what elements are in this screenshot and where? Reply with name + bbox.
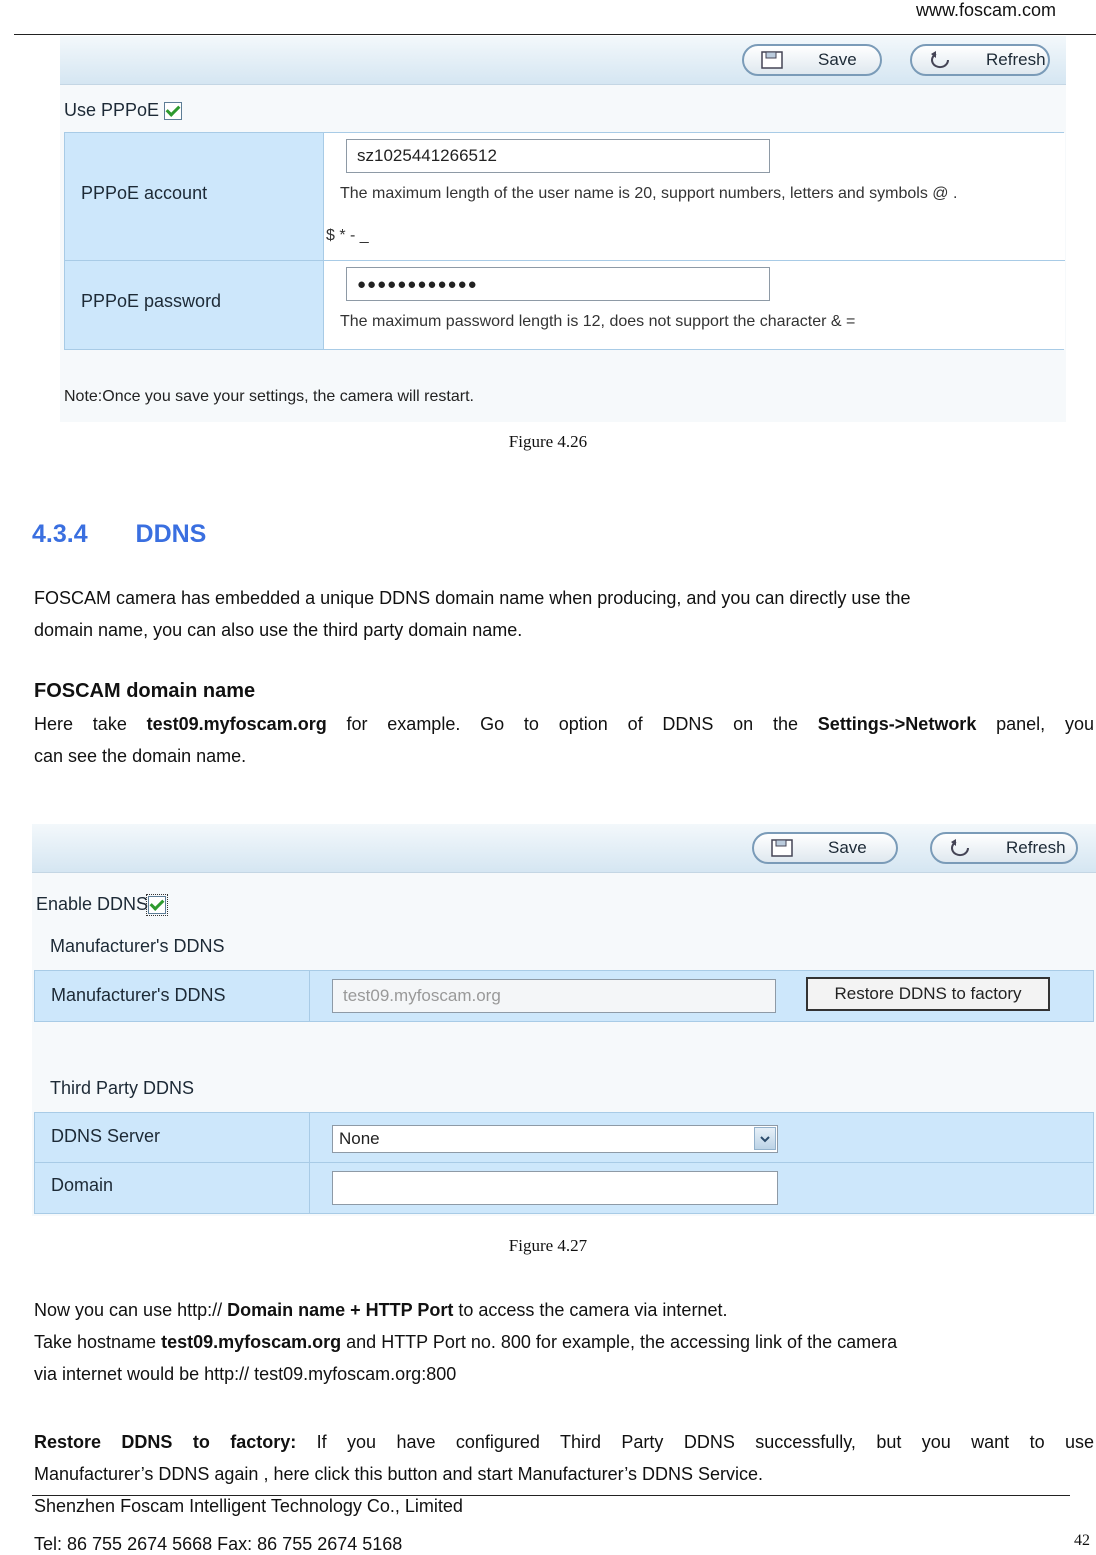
restore-paragraph [34, 1426, 1094, 1490]
third-party-ddns-table [34, 1112, 1094, 1214]
use-pppoe-label: Use PPPoE [64, 100, 160, 120]
figure-caption-4-26: Figure 4.26 [508, 432, 588, 451]
pppoe-password-input[interactable]: ●●●●●●●●●●●● [346, 267, 770, 301]
toolbar [60, 36, 1066, 85]
restore-line-2: Manufacturer’s DDNS again , here click this button and start Manufacturer’s DDNS Service. [34, 1464, 763, 1484]
header-rule [14, 34, 1096, 35]
ddns-server-label: DDNS Server [51, 1126, 161, 1146]
intro-paragraph [34, 582, 1092, 646]
intro-line-2: domain name, you can also use the third party domain name. [34, 620, 523, 640]
domain-cell [309, 1163, 1094, 1213]
pppoe-table [64, 132, 1064, 350]
pppoe-password-hint: The maximum password length is 12, does not support the character & = [340, 313, 856, 330]
restore-ddns-button[interactable]: Restore DDNS to factory [806, 977, 1050, 1011]
toolbar [32, 824, 1096, 873]
domain-row [35, 1163, 1093, 1213]
pppoe-account-hint: The maximum length of the user name is 20, support numbers, letters and symbols @ . [340, 185, 958, 202]
refresh-button[interactable]: Refresh [930, 832, 1078, 864]
domain-input[interactable] [332, 1171, 778, 1205]
third-party-ddns-heading: Third Party DDNS [50, 1078, 195, 1098]
page-number: 42 [1074, 1532, 1090, 1549]
pppoe-account-hint-symbols: $ * - _ [326, 227, 369, 244]
footer-contact: Tel: 86 755 2674 5668 Fax: 86 755 2674 5168 [34, 1534, 403, 1554]
pppoe-screenshot [60, 36, 1066, 422]
use-pppoe-row [64, 100, 182, 121]
pppoe-account-cell [323, 133, 1065, 260]
ddns-server-cell [309, 1113, 1094, 1162]
pppoe-account-label: PPPoE account [81, 183, 208, 203]
save-button[interactable]: Save [752, 832, 898, 864]
enable-ddns-row [36, 894, 166, 915]
ddns-screenshot [32, 824, 1096, 1216]
intro-line-1: FOSCAM camera has embedded a unique DDNS domain name when producing, and you can directly use the [34, 588, 911, 608]
access-line-1: Now you can use http:// Domain name + HTTP Port to access the camera via internet. [34, 1300, 728, 1320]
ddns-server-row [35, 1113, 1093, 1163]
footer-company: Shenzhen Foscam Intelligent Technology Co., Limited [34, 1496, 463, 1516]
refresh-icon [948, 839, 972, 857]
pppoe-password-cell [323, 261, 1065, 349]
enable-ddns-checkbox[interactable] [148, 896, 166, 914]
domain-label: Domain [51, 1175, 114, 1195]
manufacturer-ddns-cell [309, 971, 1095, 1021]
manufacturer-ddns-table [34, 970, 1094, 1022]
ddns-server-select[interactable]: None [332, 1125, 778, 1153]
pppoe-account-input[interactable]: sz1025441266512 [346, 139, 770, 173]
save-icon [760, 51, 784, 69]
enable-ddns-label: Enable DDNS [36, 894, 149, 914]
access-line-2: Take hostname test09.myfoscam.org and HTTP Port no. 800 for example, the accessing link of the camera [34, 1332, 898, 1352]
restore-line-1: Restore DDNS to factory: If you have configured Third Party DDNS successfully, but you want to use [34, 1432, 1094, 1452]
manufacturer-ddns-label: Manufacturer's DDNS [51, 985, 226, 1005]
foscam-domain-line-1: Here take test09.myfoscam.org for example. Go to option of DDNS on the Settings->Network panel, you [34, 714, 1094, 734]
access-paragraph [34, 1294, 1094, 1390]
pppoe-password-row [65, 261, 1065, 349]
foscam-domain-heading: FOSCAM domain name [34, 680, 256, 702]
section-title: DDNS [135, 520, 207, 548]
pppoe-password-label: PPPoE password [81, 291, 222, 311]
save-button[interactable]: Save [742, 44, 882, 76]
pppoe-account-row [65, 133, 1065, 261]
section-number: 4.3.4 [32, 520, 88, 548]
chevron-down-icon [754, 1127, 776, 1150]
save-icon [770, 839, 794, 857]
refresh-button[interactable]: Refresh [910, 44, 1050, 76]
restart-note: Note:Once you save your settings, the camera will restart. [64, 388, 474, 405]
manufacturer-ddns-heading: Manufacturer's DDNS [50, 936, 225, 956]
access-line-3: via internet would be http:// test09.myfoscam.org:800 [34, 1364, 457, 1384]
header-url: www.foscam.com [915, 0, 1056, 20]
figure-caption-4-27: Figure 4.27 [508, 1236, 588, 1255]
foscam-domain-line-2: can see the domain name. [34, 746, 247, 766]
refresh-icon [928, 51, 952, 69]
use-pppoe-checkbox[interactable] [164, 102, 182, 120]
foscam-domain-paragraph [34, 708, 1094, 772]
section-heading [32, 520, 206, 549]
manufacturer-ddns-input: test09.myfoscam.org [332, 979, 776, 1013]
